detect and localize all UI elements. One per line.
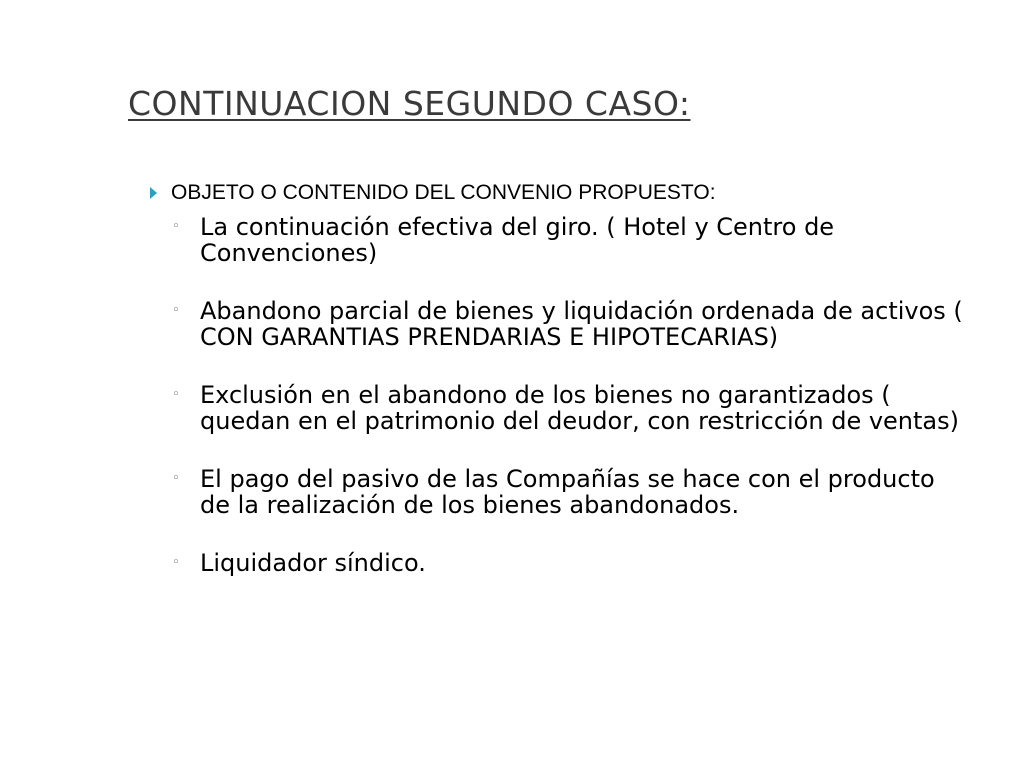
circle-bullet-icon: ◦: [172, 219, 180, 234]
list-item-text: Abandono parcial de bienes y liquidación ordenada de activos ( CON GARANTIAS PRENDARIAS E HIPOTECARIAS): [200, 297, 963, 351]
list-item-text: El pago del pasivo de las Compañías se hace con el producto de la realización de los bienes abandonados.: [200, 465, 935, 519]
list-item: [172, 466, 972, 518]
list-item: [172, 298, 972, 350]
list-item-text: Exclusión en el abandono de los bienes no garantizados ( quedan en el patrimonio del deudor, con restricción de ventas): [200, 381, 959, 435]
section-heading: OBJETO O CONTENIDO DEL CONVENIO PROPUESTO:: [171, 181, 716, 204]
list-item-text: Liquidador síndico.: [200, 549, 426, 577]
arrow-bullet-icon: [150, 187, 157, 199]
list-item: [172, 382, 972, 434]
list-item: [172, 214, 972, 266]
circle-bullet-icon: ◦: [172, 387, 180, 402]
list-item: [172, 550, 972, 576]
circle-bullet-icon: ◦: [172, 555, 180, 570]
section-heading-row: [150, 181, 716, 205]
slide-title: CONTINUACION SEGUNDO CASO:: [128, 84, 691, 123]
list-item-text: La continuación efectiva del giro. ( Hotel y Centro de Convenciones): [200, 213, 835, 267]
bullet-list: [172, 214, 972, 608]
circle-bullet-icon: ◦: [172, 303, 180, 318]
circle-bullet-icon: ◦: [172, 471, 180, 486]
